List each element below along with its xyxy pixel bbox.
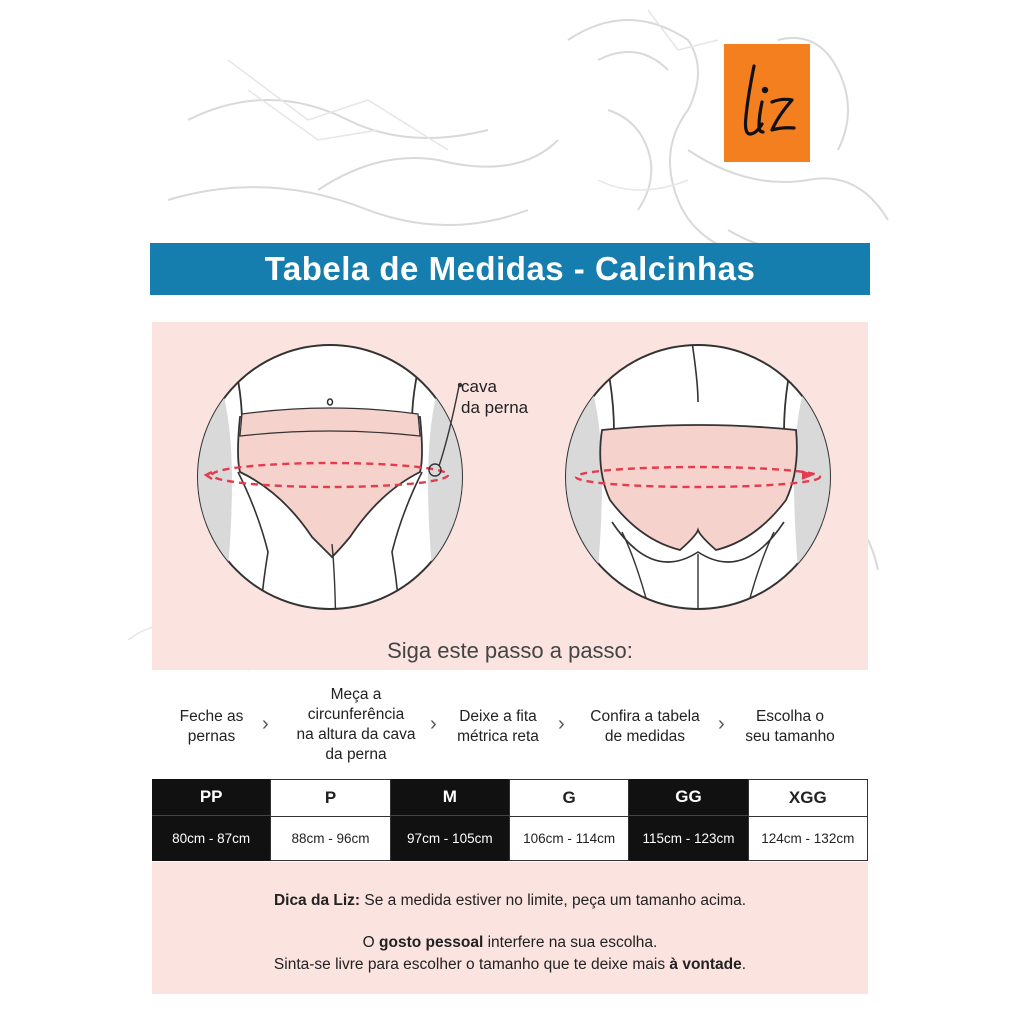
size-label: G	[510, 780, 628, 817]
tip-line-3	[152, 956, 868, 974]
back-view-illustration	[562, 342, 836, 670]
size-label: XGG	[749, 780, 867, 817]
step-3-line-1: Deixe a fita	[459, 708, 537, 725]
tip-line-1	[152, 892, 868, 910]
size-range: 106cm - 114cm	[523, 831, 616, 846]
tip-line-2-b: interfere na sua escolha.	[483, 934, 658, 951]
size-range: 88cm - 96cm	[291, 831, 370, 846]
step-1-line-1: Feche as	[179, 708, 244, 725]
size-column-xgg	[748, 779, 868, 861]
step-2	[286, 685, 426, 765]
step-4-line-1: Confira a tabela	[590, 708, 700, 725]
measurement-illustration	[152, 322, 868, 670]
chevron-right-icon: ›	[262, 713, 269, 735]
step-5-line-2: seu tamanho	[745, 728, 835, 745]
tip-line-3-bold: à vontade	[669, 956, 742, 973]
size-table	[152, 779, 868, 861]
tip-text: Se a medida estiver no limite, peça um tamanho acima.	[360, 892, 747, 909]
size-label: PP	[152, 779, 270, 816]
steps-title: Siga este passo a passo:	[387, 638, 633, 663]
step-4-line-2: de medidas	[604, 728, 686, 745]
leg-opening-callout	[461, 376, 528, 418]
chevron-right-icon: ›	[430, 713, 437, 735]
size-column-gg	[629, 779, 747, 861]
step-3	[446, 707, 550, 747]
chevron-right-icon: ›	[718, 713, 725, 735]
step-1	[164, 707, 259, 747]
tip-line-2	[152, 934, 868, 952]
size-range: 124cm - 132cm	[761, 831, 855, 846]
size-label: P	[271, 780, 389, 817]
size-label: GG	[629, 779, 747, 816]
callout-line-1: cava	[461, 377, 497, 396]
page-title: Tabela de Medidas - Calcinhas	[150, 243, 870, 295]
step-2-line-3: na altura da cava	[296, 726, 416, 743]
tip-line-3-b: .	[741, 956, 747, 973]
tip-line-2-bold: gosto pessoal	[379, 934, 484, 951]
step-2-line-1: Meça a	[330, 686, 382, 703]
tip-line-2-a: O	[362, 934, 380, 951]
size-column-m	[391, 779, 509, 861]
callout-line-2: da perna	[461, 398, 529, 417]
liz-logo-mark	[724, 44, 810, 162]
tips-panel	[152, 862, 868, 994]
chevron-right-icon: ›	[558, 713, 565, 735]
size-range: 80cm - 87cm	[172, 831, 251, 846]
step-2-line-2: circunferência	[307, 706, 405, 723]
tip-label: Dica da Liz:	[273, 892, 361, 909]
size-column-g	[509, 779, 629, 861]
size-column-pp	[152, 779, 270, 861]
step-3-line-2: métrica reta	[457, 728, 539, 745]
size-column-p	[270, 779, 390, 861]
front-view-illustration	[192, 342, 468, 670]
liz-logo	[724, 44, 810, 162]
size-range: 97cm - 105cm	[407, 831, 493, 846]
step-5-line-1: Escolha o	[755, 708, 825, 725]
tip-line-3-a: Sinta-se livre para escolher o tamanho que te deixe mais	[273, 956, 670, 973]
steps-row	[152, 680, 868, 780]
step-2-line-4: da perna	[325, 746, 387, 763]
step-4	[580, 707, 710, 747]
step-5	[736, 707, 844, 747]
step-1-line-2: pernas	[187, 728, 236, 745]
size-range: 115cm - 123cm	[642, 831, 735, 846]
size-label: M	[391, 779, 509, 816]
